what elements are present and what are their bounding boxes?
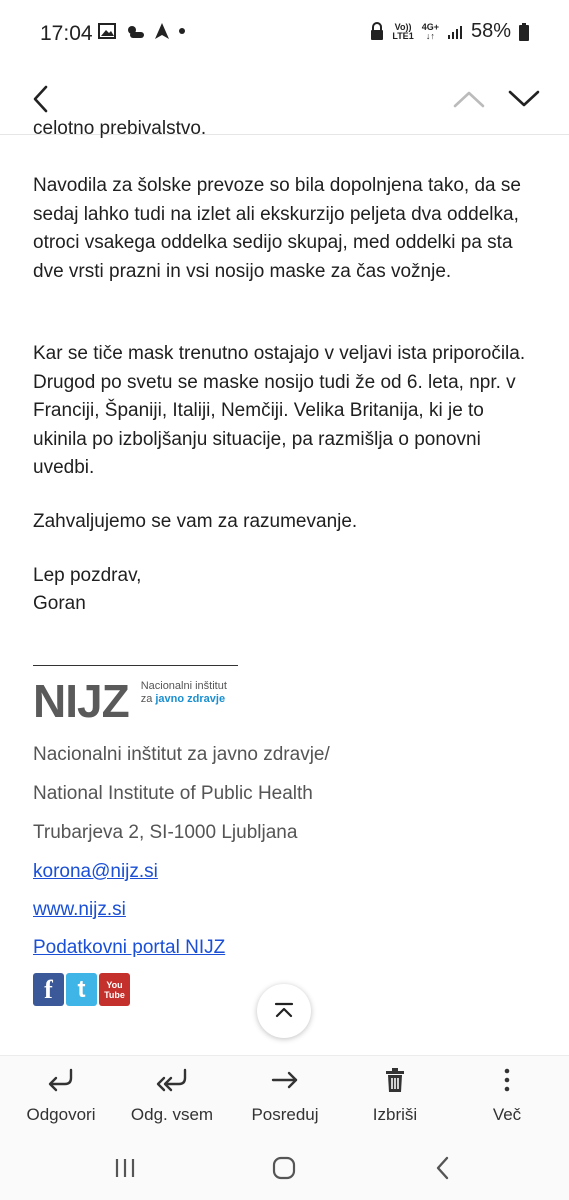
back-arrow-icon[interactable] [30,84,54,114]
navigation-icon [154,22,170,40]
reply-all-button[interactable] [117,1066,227,1125]
nav-back-icon[interactable] [434,1156,452,1180]
email-greeting: Lep pozdrav, [33,565,142,586]
website-link[interactable]: www.nijz.si [33,899,126,920]
forward-label: Posreduj [251,1105,319,1124]
signature-divider [33,665,238,666]
system-nav-bar [0,1135,569,1200]
data-portal-link[interactable]: Podatkovni portal NIJZ [33,937,226,958]
email-link[interactable]: korona@nijz.si [33,861,158,882]
forward-button[interactable] [230,1066,340,1125]
delete-button[interactable] [340,1066,450,1125]
reply-button[interactable] [6,1066,116,1125]
email-action-bar [0,1055,569,1136]
chevron-up-icon[interactable] [452,88,486,110]
social-icons [33,973,130,1006]
more-vertical-icon [501,1066,513,1094]
home-icon[interactable] [272,1156,296,1180]
recent-apps-icon[interactable] [113,1157,137,1179]
chevron-down-icon[interactable] [507,88,541,110]
youtube-icon[interactable]: You Tube [99,973,130,1006]
facebook-icon[interactable]: f [33,973,64,1006]
more-label: Več [492,1105,522,1124]
logo-line2: za javno zdravje [140,693,226,705]
volte-indicator: Vo)) LTE1 [392,21,414,41]
reply-all-icon [153,1066,191,1094]
status-right [370,20,529,43]
reply-all-label: Odg. vsem [130,1105,214,1124]
gallery-icon [98,23,116,39]
email-paragraph: Navodila za šolske prevoze so bila dopolnjena tako, da se sedaj lahko tudi na izlet ali ekskurzijo peljeta dva oddelka, otroci vsakega oddelka sedijo skupaj, med oddelki pa sta dve vrsti prazni in vsi nosijo maske za čas vožnje. [33,175,521,282]
scroll-to-top-icon [273,1001,295,1021]
signal-icon [447,24,463,40]
notification-icons [98,22,186,40]
status-time: 17:04 [40,22,93,45]
reply-label: Odgovori [26,1105,96,1124]
forward-icon [269,1066,301,1094]
more-button[interactable] [452,1066,562,1125]
scroll-to-top-button[interactable] [257,984,311,1038]
status-bar [0,0,569,70]
email-sender-name: Goran [33,593,86,614]
reply-icon [45,1066,77,1094]
battery-icon [519,23,529,41]
dot-icon [178,27,186,35]
logo-line1: Nacionalni inštitut [140,680,227,692]
delete-label: Izbriši [372,1105,418,1124]
org-name-en: National Institute of Public Health [33,783,313,804]
org-name-sl: Nacionalni inštitut za javno zdravje/ [33,744,330,765]
twitter-icon[interactable]: t [66,973,97,1006]
logo-wordmark: NIJZ [33,675,129,727]
battery-percent: 58% [470,20,511,42]
weather-icon [124,23,146,39]
email-paragraph: Kar se tiče mask trenutno ostajajo v veljavi ista priporočila. Drugod po svetu se maske nosijo tudi že od 6. leta, npr. v Franciji, Španiji, Italiji, Nemčiji. Velika Britanija, ki je to ukinila po izboljšanju situacije, pa razmišlja o ponovni uvedbi. [33,343,526,478]
email-paragraph: Zahvaljujemo se vam za razumevanje. [33,511,358,532]
trash-icon [381,1066,409,1094]
lock-icon [370,23,384,41]
network-type-indicator: 4G+ ↓↑ [421,21,439,41]
nijz-logo [33,676,227,726]
org-address: Trubarjeva 2, SI-1000 Ljubljana [33,822,298,843]
cut-off-line: celotno prebivalstvo. [33,118,207,139]
